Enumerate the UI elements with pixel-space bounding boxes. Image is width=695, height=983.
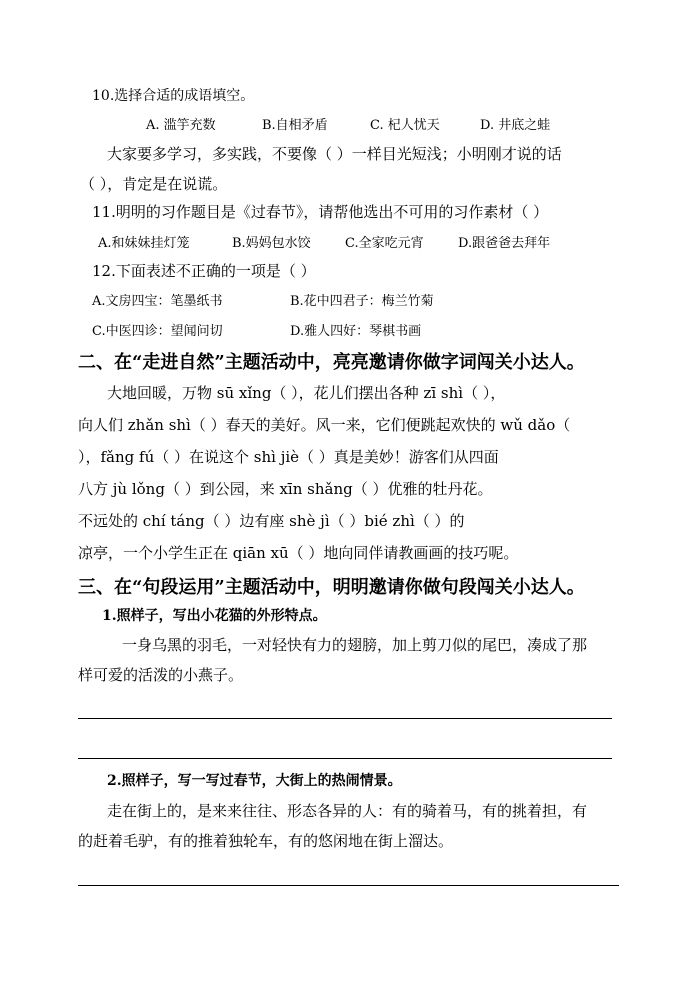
section3-q1-stem: 1.照样子，写出小花猫的外形特点。 (102, 608, 327, 624)
section2-line6: 凉亭，一个小学生正在 qiān xū（ ）地向同伴请教画画的技巧呢。 (78, 544, 519, 562)
q12-option-c: C.中医四诊：望闻问切 (92, 324, 223, 339)
q10-sentence-line2: （ ），肯定是在说谎。 (80, 175, 228, 193)
q11-option-a: A.和妹妹挂灯笼 (98, 236, 190, 251)
section2-line1: 大地回暖，万物 sū xǐng（ ），花儿们摆出各种 zī shì（ ）， (107, 384, 506, 402)
q10-sentence-line1: 大家要多学习，多实践，不要像（ ）一样目光短浅；小明刚才说的话 (107, 145, 562, 163)
q12-option-a: A.文房四宝：笔墨纸书 (92, 294, 223, 309)
q1-answer-line-1[interactable] (78, 718, 612, 719)
q10-stem: 10.选择合适的成语填空。 (92, 88, 255, 104)
section3-q1-example-line2: 样可爱的活泼的小燕子。 (78, 666, 244, 684)
q10-option-c: C. 杞人忧天 (370, 118, 440, 133)
section2-line2: 向人们 zhǎn shì（ ）春天的美好。风一来，它们便跳起欢快的 wǔ dǎo（ (78, 416, 571, 434)
q10-option-b: B.自相矛盾 (262, 118, 328, 133)
q1-answer-line-2[interactable] (78, 758, 612, 759)
section2-line3: ），fǎng fú（ ）在说这个 shì jiè（ ）真是美妙！游客们从四面 (78, 448, 499, 466)
section3-q2-example-line1: 走在街上的，是来来往往、形态各异的人：有的骑着马，有的挑着担，有 (107, 802, 588, 820)
q11-option-d: D.跟爸爸去拜年 (458, 236, 551, 251)
q10-option-a: A. 滥竽充数 (146, 118, 216, 133)
section2-heading: 二、在“走进自然”主题活动中，亮亮邀请你做字词闯关小达人。 (78, 352, 585, 373)
section3-heading: 三、在“句段运用”主题活动中，明明邀请你做句段闯关小达人。 (78, 577, 585, 598)
q11-stem: 11.明明的习作题目是《过春节》，请帮他选出不可用的习作素材（ ） (92, 203, 549, 221)
section2-line4: 八方 jù lǒng（ ）到公园，来 xīn shǎng（ ）优雅的牡丹花。 (78, 480, 493, 498)
q12-option-d: D.雅人四好：琴棋书画 (290, 324, 422, 339)
section3-q2-stem: 2.照样子，写一写过春节，大街上的热闹情景。 (107, 773, 402, 789)
q12-stem: 12.下面表述不正确的一项是（ ） (92, 262, 316, 280)
q12-option-b: B.花中四君子：梅兰竹菊 (290, 294, 434, 309)
section2-line5: 不远处的 chí táng（ ）边有座 shè jì（ ）bié zhì（ ）的 (78, 512, 465, 530)
q10-option-d: D. 井底之蛙 (480, 118, 551, 133)
section3-q2-example-line2: 的赶着毛驴，有的推着独轮车，有的悠闲地在街上溜达。 (78, 832, 454, 850)
q2-answer-line-1[interactable] (78, 885, 619, 886)
q11-option-b: B.妈妈包水饺 (232, 236, 311, 251)
q11-option-c: C.全家吃元宵 (345, 236, 424, 251)
section3-q1-example-line1: 一身乌黑的羽毛，一对轻快有力的翅膀，加上剪刀似的尾巴，凑成了那 (122, 636, 588, 654)
